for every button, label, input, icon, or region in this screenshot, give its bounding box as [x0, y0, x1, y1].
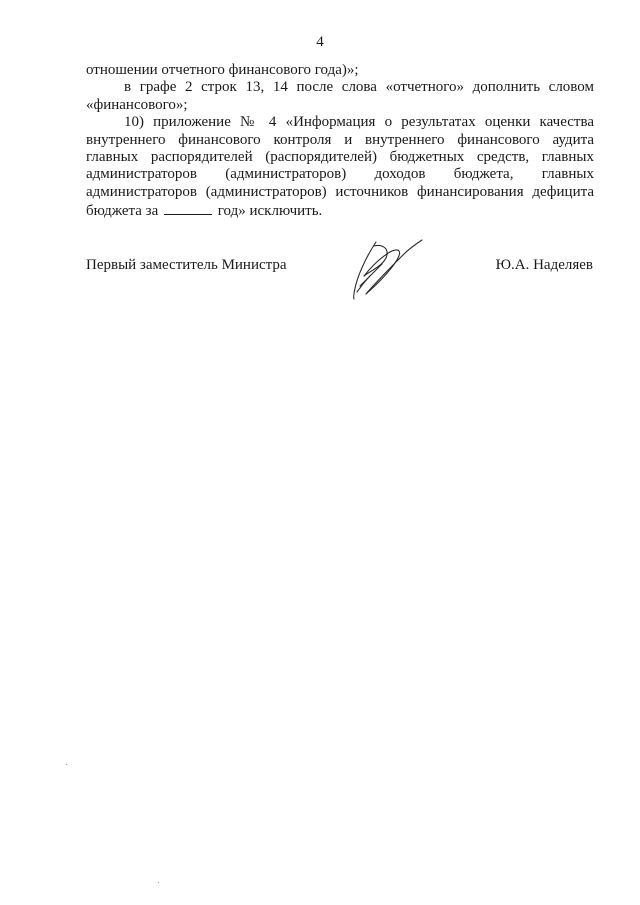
handwritten-signature: [346, 236, 424, 302]
paragraph-amendment-column-2: в графе 2 строк 13, 14 после слова «отчетного» дополнить словом «финансового»;: [86, 79, 594, 113]
item-10-text: 10) приложение № 4 «Информация о результатах оценки качества внутреннего финансового контроля и внутреннего финансового аудита главных распорядителей (распорядителей) бюджетных средств, главных администраторов (администраторов) доходов бюджета, главных администраторов (администраторов) источников финансирования дефицита бюджета за: [86, 114, 594, 220]
paragraph-item-10: [86, 114, 594, 220]
scan-speck: [66, 764, 67, 765]
document-body: [86, 62, 594, 221]
page-number: 4: [316, 34, 324, 50]
blank-year-field: [164, 201, 212, 215]
item-10-ending: год» исключить.: [217, 203, 323, 220]
scan-speck: [158, 882, 159, 883]
signatory-title: Первый заместитель Министра: [86, 257, 287, 273]
signatory-name: Ю.А. Наделяев: [495, 257, 593, 273]
paragraph-continuation: отношении отчетного финансового года)»;: [86, 62, 359, 78]
